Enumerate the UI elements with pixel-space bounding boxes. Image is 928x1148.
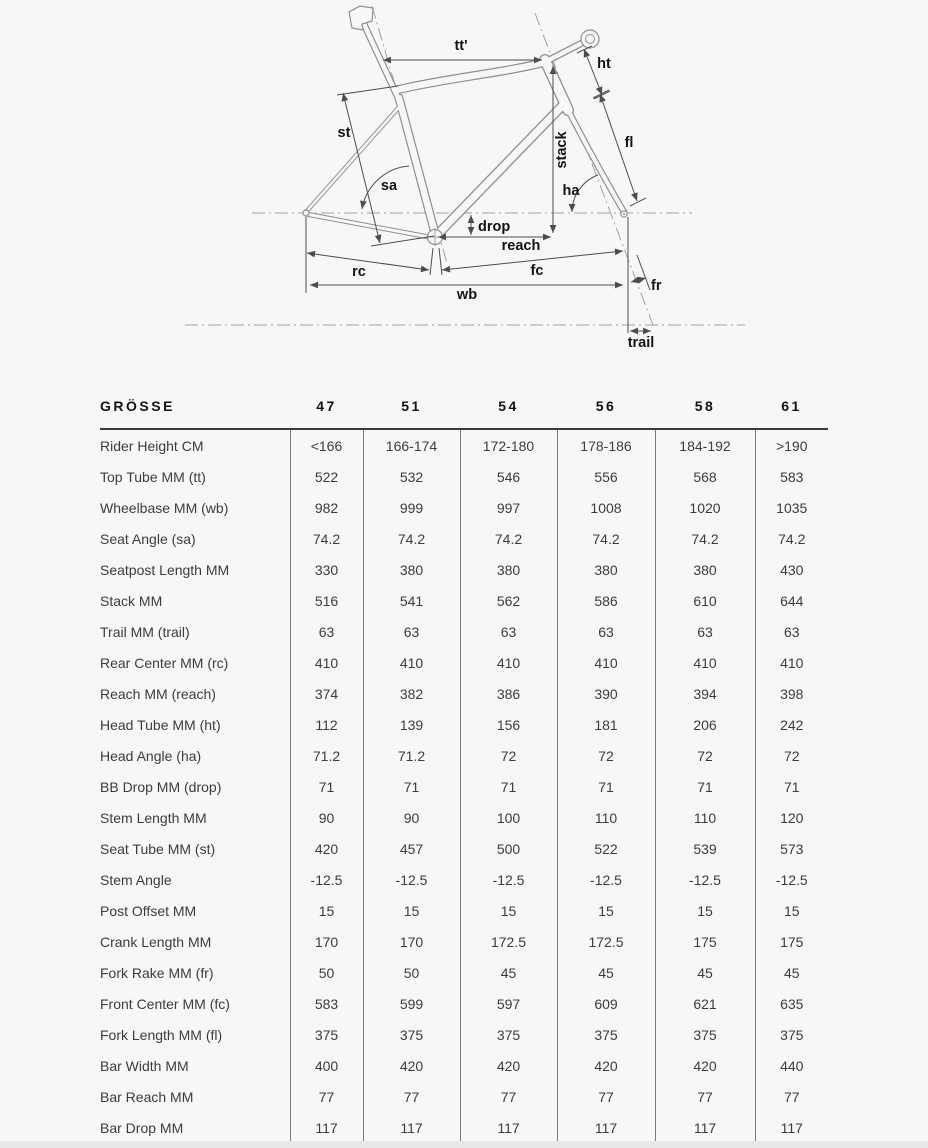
cell: 110 [557,802,655,833]
cell: 374 [290,678,363,709]
cell: 63 [290,616,363,647]
cell: 375 [655,1019,755,1050]
cell: -12.5 [557,864,655,895]
row-label: Stem Angle [100,871,172,888]
cell: 522 [557,833,655,864]
cell: 178-186 [557,429,655,461]
geometry-table [100,390,828,1143]
cell: 380 [655,554,755,585]
label-st: st [337,125,351,141]
rear-axle-icon [303,210,309,216]
dim-rear-center [307,253,429,270]
cell: 206 [655,709,755,740]
table-row [100,988,828,1019]
cell: 386 [460,678,557,709]
cell: 1020 [655,492,755,523]
label-reach: reach [501,238,541,254]
row-label: Seat Angle (sa) [100,530,196,547]
cell: 77 [557,1081,655,1112]
cell: 90 [363,802,460,833]
cell: 15 [460,895,557,926]
cell: 63 [755,616,828,647]
table-row [100,616,828,647]
cell: 330 [290,554,363,585]
cell: 410 [363,647,460,678]
row-label: Bar Reach MM [100,1088,194,1105]
cell: 74.2 [755,523,828,554]
cell: 166-174 [363,429,460,461]
cell: 522 [290,461,363,492]
size-column-title: GRÖSSE [100,390,290,429]
cell: 110 [655,802,755,833]
cell: 117 [460,1112,557,1143]
header-row [100,390,828,429]
table-row [100,802,828,833]
label-trail: trail [627,335,655,351]
column-header-size: 54 [460,390,557,429]
cell: 77 [655,1081,755,1112]
table-row [100,1081,828,1112]
cell: 599 [363,988,460,1019]
cell: 72 [460,740,557,771]
column-header-size: 58 [655,390,755,429]
table-row [100,709,828,740]
cell: 71 [655,771,755,802]
row-label: Rear Center MM (rc) [100,654,229,671]
cell: 420 [363,1050,460,1081]
cell: 999 [363,492,460,523]
label-ht: ht [597,56,611,72]
cell: 394 [655,678,755,709]
cell: 375 [290,1019,363,1050]
column-header-size: 61 [755,390,828,429]
dim-fork-rake [631,278,646,282]
row-label: Bar Drop MM [100,1119,184,1136]
cell: 71 [363,771,460,802]
label-fc: fc [530,263,544,279]
handlebar-icon [581,30,599,48]
row-label: Stack MM [100,592,163,609]
cell: 74.2 [460,523,557,554]
table-row [100,523,828,554]
cell: 1008 [557,492,655,523]
cell: 172.5 [460,926,557,957]
frame-inner [306,22,624,238]
table-row [100,1019,828,1050]
cell: 644 [755,585,828,616]
cell: 71 [290,771,363,802]
cell: 586 [557,585,655,616]
table-row [100,864,828,895]
table-row [100,647,828,678]
row-label: Stem Length MM [100,809,207,826]
cell: 156 [460,709,557,740]
cell: 539 [655,833,755,864]
row-label: Wheelbase MM (wb) [100,499,229,516]
cell: 117 [290,1112,363,1143]
cell: 420 [655,1050,755,1081]
cell: 175 [655,926,755,957]
table-row [100,833,828,864]
cell: 71 [557,771,655,802]
cell: 74.2 [655,523,755,554]
cell: 117 [655,1112,755,1143]
row-label: Reach MM (reach) [100,685,216,702]
cell: 175 [755,926,828,957]
label-ha: ha [562,183,580,199]
cell: <166 [290,429,363,461]
cell: 45 [557,957,655,988]
label-fl: fl [624,135,634,151]
cell: 541 [363,585,460,616]
table-row [100,740,828,771]
cell: 410 [655,647,755,678]
cell: 410 [557,647,655,678]
cell: 546 [460,461,557,492]
cell: 120 [755,802,828,833]
cell: 77 [755,1081,828,1112]
cell: 500 [460,833,557,864]
cell: 609 [557,988,655,1019]
column-header-size: 51 [363,390,460,429]
table-row [100,492,828,523]
cell: 242 [755,709,828,740]
row-label: Head Angle (ha) [100,747,202,764]
cell: 117 [363,1112,460,1143]
cell: 375 [557,1019,655,1050]
saddle-clamp [349,6,373,30]
cell: 375 [363,1019,460,1050]
cell: 72 [655,740,755,771]
cell: 74.2 [557,523,655,554]
cell: 375 [460,1019,557,1050]
row-label: Front Center MM (fc) [100,995,230,1012]
cell: 982 [290,492,363,523]
cell: 420 [290,833,363,864]
row-label: Bar Width MM [100,1057,189,1074]
cell: 100 [460,802,557,833]
cell: 380 [460,554,557,585]
cell: 398 [755,678,828,709]
cell: 90 [290,802,363,833]
cell: 117 [557,1112,655,1143]
cell: 63 [557,616,655,647]
cell: 72 [557,740,655,771]
cell: 15 [755,895,828,926]
cell: 15 [363,895,460,926]
cell: 568 [655,461,755,492]
table-row [100,926,828,957]
cell: 170 [363,926,460,957]
cell: >190 [755,429,828,461]
cell: 63 [363,616,460,647]
bike-geometry-svg [0,0,928,374]
label-rc: rc [352,264,366,280]
cell: 77 [363,1081,460,1112]
cell: -12.5 [460,864,557,895]
label-stack: stack [554,131,570,169]
cell: 15 [557,895,655,926]
cell: 15 [655,895,755,926]
cell: 74.2 [290,523,363,554]
cell: 77 [290,1081,363,1112]
row-label: Crank Length MM [100,933,212,950]
cell: 420 [460,1050,557,1081]
cell: 375 [755,1019,828,1050]
cell: 77 [460,1081,557,1112]
cell: 583 [290,988,363,1019]
cell: 72 [755,740,828,771]
cell: 45 [460,957,557,988]
cell: 410 [755,647,828,678]
cell: 635 [755,988,828,1019]
label-drop: drop [478,219,511,235]
row-label: Seat Tube MM (st) [100,840,216,857]
cell: 63 [460,616,557,647]
cell: 380 [557,554,655,585]
row-label: BB Drop MM (drop) [100,778,222,795]
column-header-size: 56 [557,390,655,429]
cell: 390 [557,678,655,709]
label-sa: sa [380,178,398,194]
label-fr: fr [651,278,662,294]
bottom-strip [0,1141,928,1148]
cell: 181 [557,709,655,740]
column-header-size: 47 [290,390,363,429]
cell: -12.5 [363,864,460,895]
cell: -12.5 [755,864,828,895]
cell: 597 [460,988,557,1019]
row-label: Seatpost Length MM [100,561,230,578]
cell: 50 [363,957,460,988]
cell: 1035 [755,492,828,523]
cell: 400 [290,1050,363,1081]
table-row [100,678,828,709]
cell: 71 [460,771,557,802]
row-label: Rider Height CM [100,437,204,454]
cell: 430 [755,554,828,585]
label-tt: tt' [454,38,468,54]
row-label: Fork Rake MM (fr) [100,964,214,981]
cell: 610 [655,585,755,616]
table-row [100,429,828,461]
geometry-table-section [100,390,828,1143]
table-row [100,771,828,802]
cell: 532 [363,461,460,492]
cell: 45 [655,957,755,988]
row-label: Fork Length MM (fl) [100,1026,223,1043]
cell: 74.2 [363,523,460,554]
cell: 382 [363,678,460,709]
cell: 139 [363,709,460,740]
row-label: Post Offset MM [100,902,197,919]
cell: 71.2 [290,740,363,771]
cell: 117 [755,1112,828,1143]
cell: 71.2 [363,740,460,771]
cell: 71 [755,771,828,802]
table-row [100,1050,828,1081]
table-row [100,895,828,926]
row-label: Head Tube MM (ht) [100,716,221,733]
table-row [100,957,828,988]
cell: 170 [290,926,363,957]
cell: 621 [655,988,755,1019]
cell: 516 [290,585,363,616]
cell: 380 [363,554,460,585]
cell: 112 [290,709,363,740]
cell: 172.5 [557,926,655,957]
row-label: Top Tube MM (tt) [100,468,206,485]
cell: 457 [363,833,460,864]
cell: 440 [755,1050,828,1081]
cell: 562 [460,585,557,616]
table-row [100,585,828,616]
label-wb: wb [456,287,478,303]
cell: 410 [290,647,363,678]
cell: 15 [290,895,363,926]
bike-geometry-diagram [0,0,928,374]
row-label: Trail MM (trail) [100,623,190,640]
cell: 583 [755,461,828,492]
cell: -12.5 [655,864,755,895]
cell: 63 [655,616,755,647]
table-row [100,461,828,492]
cell: -12.5 [290,864,363,895]
cell: 573 [755,833,828,864]
cell: 410 [460,647,557,678]
cell: 420 [557,1050,655,1081]
table-row [100,1112,828,1143]
cell: 172-180 [460,429,557,461]
cell: 184-192 [655,429,755,461]
cell: 45 [755,957,828,988]
cell: 997 [460,492,557,523]
cell: 50 [290,957,363,988]
table-row [100,554,828,585]
cell: 556 [557,461,655,492]
